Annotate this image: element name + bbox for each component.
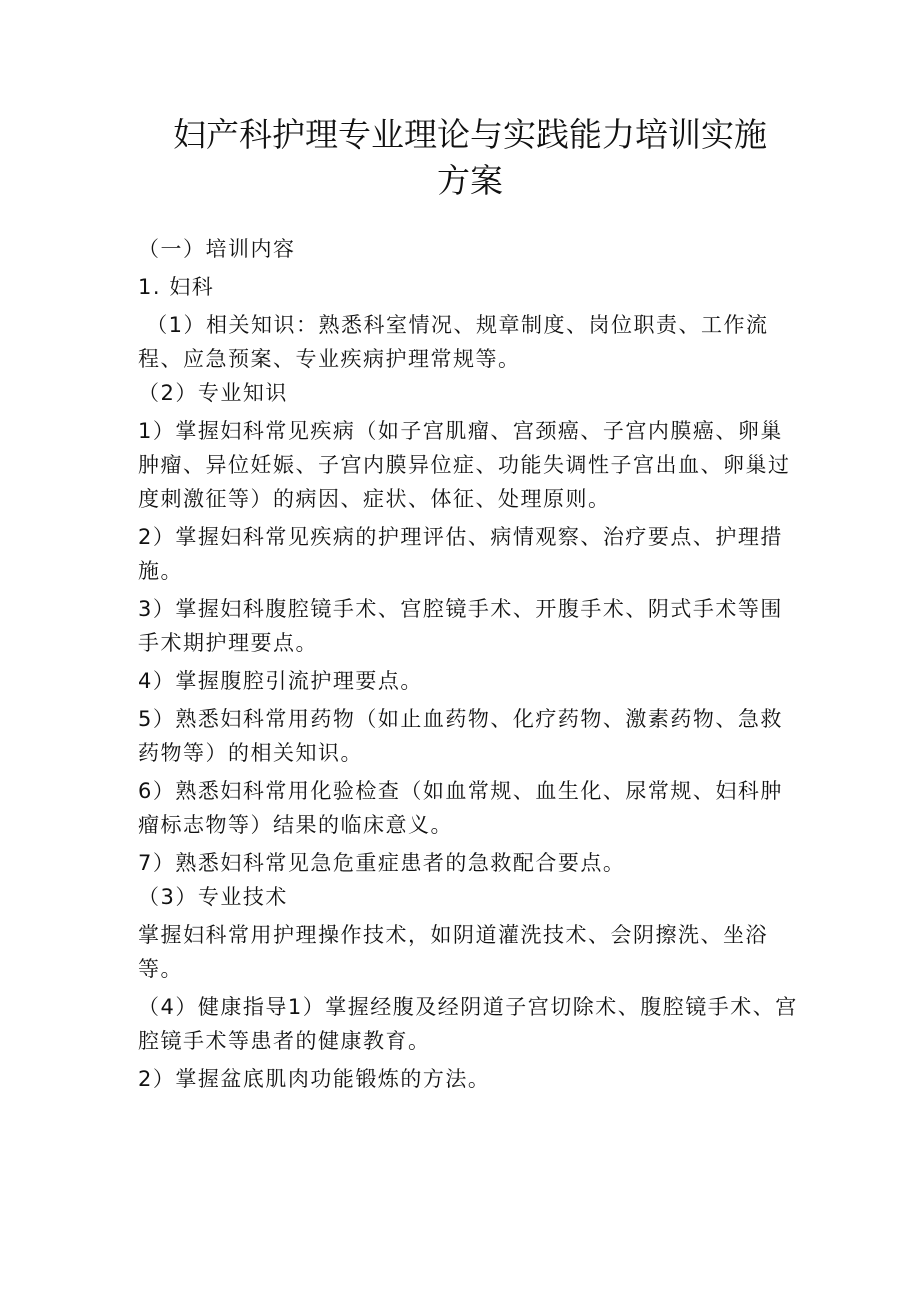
title-line-1: 妇产科护理专业理论与实践能力培训实施 — [173, 115, 767, 154]
paragraph-related-knowledge: （1）相关知识：熟悉科室情况、规章制度、岗位职责、工作流程、应急预案、专业疾病护理常规等。 — [138, 313, 769, 371]
list-item-6: 6）熟悉妇科常用化验检查（如血常规、血生化、尿常规、妇科肿瘤标志物等）结果的临床意义。 — [138, 779, 783, 837]
subsection-heading-gynecology: 1. 妇科 — [138, 275, 215, 299]
list-item-4: 4）掌握腹腔引流护理要点。 — [138, 669, 423, 693]
list-item-3: 3）掌握妇科腹腔镜手术、宫腔镜手术、开腹手术、阴式手术等围手术期护理要点。 — [138, 597, 783, 655]
list-item-7: 7）熟悉妇科常见急危重症患者的急救配合要点。 — [138, 851, 626, 875]
document-title — [140, 112, 800, 204]
heading-professional-technique: （3）专业技术 — [138, 885, 288, 909]
list-item-pelvic-floor: 2）掌握盆底肌肉功能锻炼的方法。 — [138, 1067, 491, 1091]
list-item-1: 1）掌握妇科常见疾病（如子宫肌瘤、宫颈癌、子宫内膜癌、卵巢肿瘤、异位妊娠、子宫内膜异位症、功能失调性子宫出血、卵巢过度刺激征等）的病因、症状、体征、处理原则。 — [138, 419, 791, 511]
paragraph-techniques: 掌握妇科常用护理操作技术，如阴道灌洗技术、会阴擦洗、坐浴等。 — [138, 923, 768, 981]
paragraph-health-guidance: （4）健康指导1）掌握经腹及经阴道子宫切除术、腹腔镜手术、宫腔镜手术等患者的健康教育。 — [138, 995, 798, 1053]
list-item-5: 5）熟悉妇科常用药物（如止血药物、化疗药物、激素药物、急救药物等）的相关知识。 — [138, 707, 783, 765]
document-body — [138, 232, 798, 1096]
list-item-2: 2）掌握妇科常见疾病的护理评估、病情观察、治疗要点、护理措施。 — [138, 525, 783, 583]
title-line-2: 方案 — [437, 161, 503, 200]
section-heading-training-content: （一）培训内容 — [138, 237, 296, 261]
heading-professional-knowledge: （2）专业知识 — [138, 381, 288, 405]
